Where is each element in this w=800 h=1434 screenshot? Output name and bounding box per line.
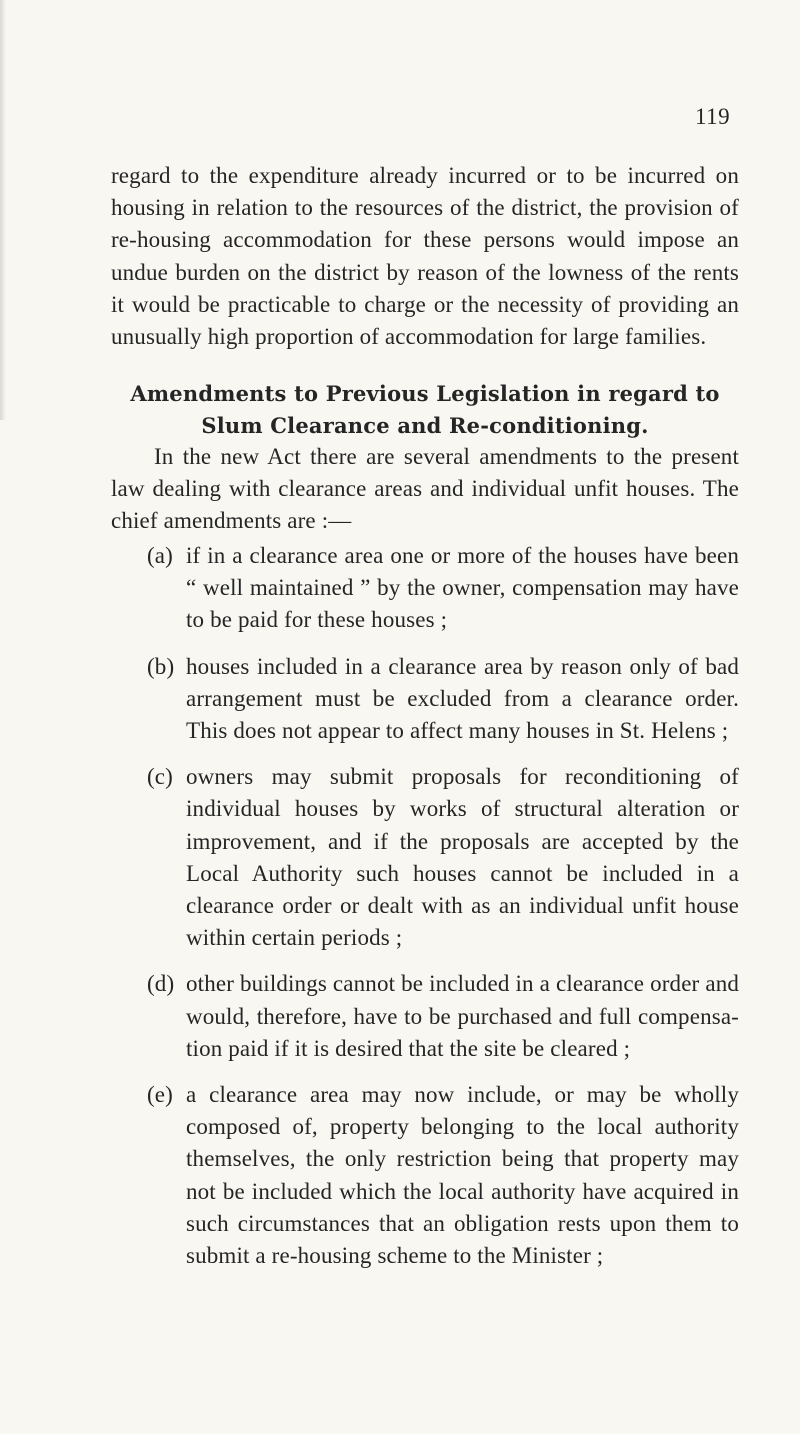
item-label: (c) <box>147 764 173 790</box>
item-label: (d) <box>147 971 175 997</box>
list-item <box>147 968 739 1065</box>
amendments-list <box>147 540 739 1286</box>
list-item <box>147 651 739 748</box>
item-label: (a) <box>147 543 173 568</box>
item-text: a clearance area may now include, or may be wholly composed of, property belonging to the local authority themselves, the only restriction being that property may not be included which the local authority have acquired in such circumstances that an obligation rests upon them to submit a re-housing scheme to the Minister ; <box>186 1082 739 1269</box>
intro-paragraph: regard to the expenditure already incurred or to be incurred on housing in relation to the resources of the district, the provision of re-housing accommodation for these persons would impose an undue burden on the district by reason of the lowness of the rents it would be practicable to charge or the necessity of providing an unusually high proportion of accommodation for large families. <box>111 163 739 350</box>
page-number: 119 <box>695 104 731 129</box>
section-heading <box>111 378 739 442</box>
section-heading-line-2: Slum Clearance and Re-conditioning. <box>201 413 649 438</box>
item-text: houses included in a clearance area by reason only of bad arrangement must be excluded from a clearance order. This does not appear to affect many houses in St. Helens ; <box>186 653 739 744</box>
item-text: owners may submit proposals for reconditioning of individual houses by works of structural alteration or improvement, and if the proposals are accepted by the Local Authority such houses cannot be included in a clearance order or dealt with as an individual unfit house within certain periods ; <box>186 764 739 951</box>
list-item <box>147 761 739 954</box>
section-heading-line-1: Amendments to Previous Legislation in regard to <box>130 381 720 406</box>
item-text: other buildings cannot be included in a clearance order and would, therefore, have to be purchased and full compensa-tion paid if it is desired that the site be cleared ; <box>186 971 739 1061</box>
page-edge-shadow <box>0 0 6 420</box>
list-item <box>147 540 739 637</box>
item-label: (e) <box>147 1082 173 1108</box>
item-label: (b) <box>147 653 175 679</box>
lead-paragraph: In the new Act there are several amendments to the present law dealing with clearance areas and individual unfit houses. The chief amendments are :— <box>111 444 739 534</box>
item-text: if in a clearance area one or more of the houses have been “ well maintained ” by the owner, compensation may have to be paid for these houses ; <box>186 543 739 633</box>
list-item <box>147 1079 739 1272</box>
